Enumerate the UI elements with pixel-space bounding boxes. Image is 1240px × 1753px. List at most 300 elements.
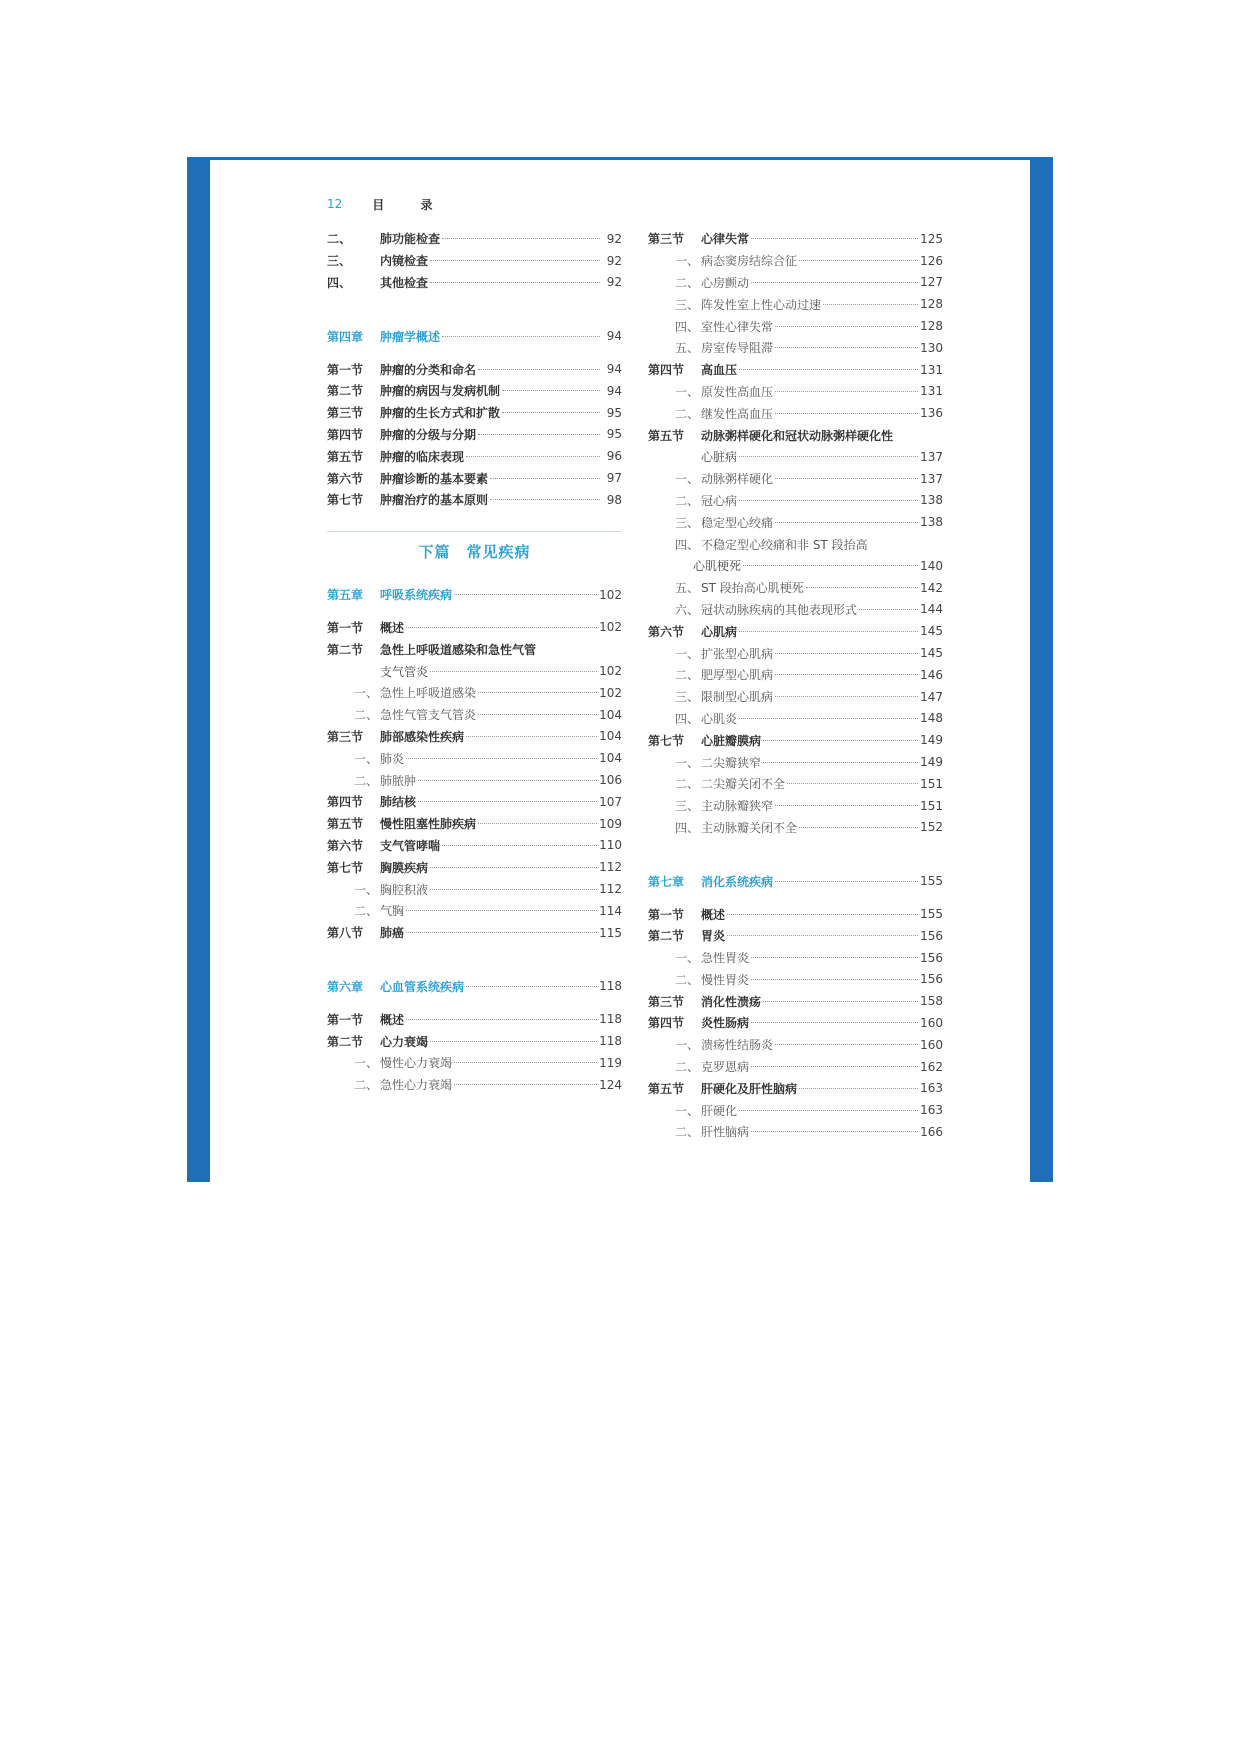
toc-entry[interactable] — [648, 773, 943, 795]
toc-entry[interactable] — [327, 272, 622, 294]
toc-entry-title: 概述 — [380, 620, 405, 635]
toc-entry-page: 128 — [920, 319, 943, 334]
toc-entry-title: 肿瘤治疗的基本原则 — [380, 493, 489, 508]
dot-leader — [418, 780, 597, 781]
toc-entry-label — [327, 470, 488, 487]
toc-entry-number: 二、 — [675, 1060, 700, 1075]
toc-entry-page: 149 — [920, 733, 943, 748]
toc-entry-number: 三、 — [675, 799, 700, 814]
toc-entry-title: 心脏瓣膜病 — [701, 733, 762, 748]
toc-entry-label — [675, 1123, 749, 1140]
toc-entry-label — [327, 491, 488, 508]
toc-entry[interactable] — [648, 969, 943, 991]
toc-entry[interactable] — [327, 1074, 622, 1096]
toc-entry-title: 肿瘤的分级与分期 — [380, 427, 477, 442]
toc-entry-page: 160 — [920, 1015, 943, 1030]
toc-chapter-entry[interactable] — [327, 584, 622, 606]
toc-entry-page: 163 — [920, 1081, 943, 1096]
toc-entry-label — [675, 252, 797, 269]
dot-leader — [739, 718, 918, 719]
toc-entry-page: 127 — [920, 275, 943, 290]
toc-entry-number: 二、 — [354, 773, 379, 788]
toc-entry[interactable] — [648, 1077, 943, 1099]
dot-leader — [406, 1019, 597, 1020]
toc-entry-number: 第二节 — [327, 1034, 364, 1049]
dot-leader — [751, 1131, 918, 1132]
toc-entry-page: 112 — [599, 882, 622, 897]
dot-leader — [478, 714, 597, 715]
toc-entry-page: 149 — [920, 755, 943, 770]
toc-entry-number: 第二节 — [327, 384, 364, 399]
toc-entry-title: 冠心病 — [701, 493, 738, 508]
spacer — [327, 997, 622, 1008]
toc-entry[interactable] — [648, 795, 943, 817]
toc-entry-label — [327, 361, 476, 378]
toc-entry-number: 第七章 — [648, 874, 685, 889]
toc-entry-label — [648, 873, 773, 890]
toc-entry-number: 第七节 — [327, 493, 364, 508]
toc-entry-label — [675, 492, 737, 509]
toc-entry-number: 二、 — [354, 708, 379, 723]
toc-entry[interactable] — [327, 467, 622, 489]
toc-entry-number: 第一节 — [327, 620, 364, 635]
toc-entry-title: 炎性肠病 — [701, 1016, 750, 1031]
toc-entry-label — [675, 971, 749, 988]
toc-entry[interactable] — [648, 947, 943, 969]
toc-entry-page: 156 — [920, 972, 943, 987]
toc-entry-title: 阵发性室上性心动过速 — [701, 297, 822, 312]
toc-entry-page: 118 — [599, 1034, 622, 1048]
toc-entry-label — [675, 688, 773, 705]
toc-entry-label — [327, 978, 464, 995]
toc-entry-label — [648, 927, 725, 944]
toc-entry-title: 急性上呼吸道感染和急性气管 — [380, 642, 537, 657]
dot-leader — [502, 390, 600, 391]
toc-entry-page: 96 — [606, 449, 622, 464]
toc-entry-page: 162 — [920, 1059, 943, 1074]
toc-entry-page: 152 — [920, 820, 943, 835]
toc-entry[interactable] — [648, 903, 943, 925]
toc-entry[interactable] — [648, 228, 943, 250]
toc-entry[interactable] — [648, 555, 943, 577]
dot-leader — [466, 456, 600, 457]
dot-leader — [739, 456, 918, 457]
toc-entry-page: 109 — [599, 816, 622, 831]
toc-entry-number: 二、 — [354, 904, 379, 919]
toc-entry[interactable] — [327, 1052, 622, 1074]
toc-entry-number: 第七节 — [648, 733, 685, 748]
toc-entry-page: 163 — [920, 1103, 943, 1118]
toc-entry[interactable] — [648, 577, 943, 599]
toc-entry-label — [675, 949, 749, 966]
toc-entry-number: 一、 — [354, 1056, 379, 1071]
spacer — [327, 347, 622, 358]
dot-leader — [466, 736, 597, 737]
toc-entry-number: 五、 — [675, 341, 700, 356]
toc-entry[interactable] — [648, 817, 943, 839]
toc-entry-number: 四、 — [675, 319, 700, 334]
dot-leader — [775, 413, 918, 414]
toc-entry[interactable] — [648, 315, 943, 337]
dot-leader — [490, 478, 600, 479]
toc-entry-label — [327, 404, 500, 421]
toc-entry-page: 137 — [920, 471, 943, 486]
toc-entry-page: 155 — [920, 874, 943, 889]
toc-entry-page: 104 — [599, 729, 622, 744]
dot-leader — [466, 986, 597, 987]
toc-entry-number: 二、 — [675, 406, 700, 421]
toc-entry[interactable] — [327, 250, 622, 272]
toc-entry-number: 第七节 — [327, 860, 364, 875]
toc-entry-page: 158 — [920, 994, 943, 1009]
toc-entry-label — [675, 318, 773, 335]
toc-entry[interactable] — [327, 726, 622, 748]
toc-entry-page: 138 — [920, 493, 943, 508]
dot-leader — [478, 369, 600, 370]
toc-entry[interactable] — [327, 424, 622, 446]
dot-leader — [751, 957, 918, 958]
toc-entry[interactable] — [327, 638, 622, 660]
toc-entry[interactable] — [648, 990, 943, 1012]
toc-entry-title: 心脏病 — [701, 450, 738, 465]
toc-entry-page: 92 — [606, 275, 622, 290]
toc-entry-title: 概述 — [701, 907, 726, 922]
toc-entry-label — [675, 579, 804, 596]
toc-entry-label — [648, 230, 749, 247]
toc-entry-number: 四、 — [675, 537, 700, 552]
toc-entry-title: 肿瘤的生长方式和扩散 — [380, 406, 501, 421]
toc-entry-number: 一、 — [675, 1038, 700, 1053]
toc-entry-label — [693, 557, 741, 574]
toc-entry-page: 151 — [920, 798, 943, 813]
toc-entry[interactable] — [327, 617, 622, 639]
spacer — [327, 606, 622, 617]
toc-entry-page: 148 — [920, 711, 943, 726]
toc-entry[interactable] — [327, 402, 622, 424]
toc-entry[interactable] — [648, 708, 943, 730]
toc-entry-label — [327, 728, 464, 745]
toc-entry[interactable] — [648, 1099, 943, 1121]
toc-entry-label — [327, 924, 404, 941]
toc-entry[interactable] — [327, 835, 622, 857]
dot-leader — [727, 935, 918, 936]
dot-leader — [406, 910, 597, 911]
toc-entry[interactable] — [327, 358, 622, 380]
toc-entry-number: 一、 — [354, 686, 379, 701]
toc-entry-page: 102 — [599, 620, 622, 635]
toc-entry[interactable] — [648, 468, 943, 490]
dot-leader — [406, 627, 597, 628]
toc-entry-title: 胃炎 — [701, 929, 726, 944]
toc-entry-number: 第四节 — [327, 795, 364, 810]
toc-entry-page: 95 — [606, 427, 622, 442]
toc-entry[interactable] — [648, 1121, 943, 1143]
toc-entry-page: 125 — [920, 231, 943, 246]
toc-entry-title: 心血管系统疾病 — [380, 979, 465, 994]
toc-entry[interactable] — [327, 878, 622, 900]
toc-entry-number: 第一节 — [327, 1012, 364, 1027]
toc-entry-label — [327, 586, 452, 603]
toc-entry-number: 一、 — [675, 646, 700, 661]
dot-leader — [763, 762, 918, 763]
toc-entry-title: 心肌梗死 — [693, 559, 742, 574]
toc-entry-title: 呼吸系统疾病 — [380, 588, 453, 603]
toc-entry-page: 146 — [920, 667, 943, 682]
toc-entry-title: 继发性高血压 — [701, 406, 774, 421]
toc-entry-label — [675, 775, 785, 792]
toc-entry-label — [327, 252, 428, 269]
toc-entry-label — [354, 772, 416, 789]
toc-entry-title: 肺功能检查 — [380, 232, 441, 247]
toc-entry[interactable] — [648, 925, 943, 947]
toc-chapter-entry[interactable] — [648, 870, 943, 892]
toc-entry-page: 107 — [599, 794, 622, 809]
toc-entry-number: 第四节 — [648, 1016, 685, 1031]
dot-leader — [430, 671, 597, 672]
toc-entry-label — [648, 427, 893, 444]
toc-entry[interactable] — [327, 813, 622, 835]
toc-entry-label — [327, 619, 404, 636]
toc-entry-title: 肥厚型心肌病 — [701, 668, 774, 683]
toc-entry-label — [327, 328, 440, 345]
toc-entry-number: 一、 — [675, 1103, 700, 1118]
toc-entry-page: 94 — [606, 362, 622, 377]
toc-entry-label — [354, 1076, 452, 1093]
toc-entry-number: 一、 — [675, 384, 700, 399]
toc-entry-number: 第一节 — [648, 907, 685, 922]
toc-entry[interactable] — [327, 445, 622, 467]
toc-entry[interactable] — [648, 1034, 943, 1056]
dot-leader — [430, 1041, 597, 1042]
toc-entry-page: 136 — [920, 406, 943, 421]
toc-entry-label — [675, 1102, 737, 1119]
toc-chapter-entry[interactable] — [327, 325, 622, 347]
toc-entry-page: 102 — [599, 685, 622, 700]
toc-entry-number: 二、 — [327, 232, 352, 247]
toc-entry-title: 二尖瓣关闭不全 — [701, 777, 786, 792]
dot-leader — [751, 1066, 918, 1067]
toc-entry-number: 一、 — [354, 882, 379, 897]
toc-entry-title: 肺癌 — [380, 926, 405, 941]
toc-entry-title: 冠状动脉疾病的其他表现形式 — [701, 602, 858, 617]
toc-entry-title: 肝硬化及肝性脑病 — [701, 1081, 798, 1096]
toc-entry-label — [648, 906, 725, 923]
page-title: 目 录 — [372, 197, 449, 212]
toc-entry[interactable] — [648, 599, 943, 621]
toc-entry-number: 第三节 — [327, 406, 364, 421]
toc-entry-page: 128 — [920, 297, 943, 312]
dot-leader — [442, 238, 600, 239]
toc-entry-page: 118 — [599, 1012, 622, 1027]
toc-entry-page: 155 — [920, 907, 943, 921]
toc-entry-label — [675, 1036, 773, 1053]
toc-entry-title: 其他检查 — [380, 275, 429, 290]
toc-entry-page: 131 — [920, 384, 943, 399]
dot-leader — [739, 1110, 918, 1111]
toc-entry-label — [675, 470, 773, 487]
dot-leader — [739, 369, 918, 370]
toc-entry[interactable] — [327, 747, 622, 769]
toc-entry[interactable] — [648, 359, 943, 381]
toc-entry[interactable] — [327, 704, 622, 726]
toc-entry-number: 三、 — [675, 690, 700, 705]
dot-leader — [454, 1084, 597, 1085]
dot-leader — [430, 867, 597, 868]
toc-entry-title: 房室传导阻滞 — [701, 341, 774, 356]
dot-leader — [727, 914, 918, 915]
toc-entry-page: 140 — [920, 558, 943, 573]
toc-entry-title: 肝性脑病 — [701, 1125, 750, 1140]
toc-entry[interactable] — [648, 490, 943, 512]
toc-entry[interactable] — [648, 381, 943, 403]
toc-entry-number: 第一节 — [327, 362, 364, 377]
dot-leader — [490, 499, 600, 500]
toc-entry[interactable] — [648, 620, 943, 642]
toc-entry-label — [354, 881, 428, 898]
dot-leader — [775, 1044, 918, 1045]
toc-entry-number: 第五节 — [327, 449, 364, 464]
toc-entry-title: 急性胃炎 — [701, 951, 750, 966]
toc-entry-label — [327, 1033, 428, 1050]
toc-chapter-entry[interactable] — [327, 976, 622, 998]
dot-leader — [763, 1001, 918, 1002]
toc-entry-page: 142 — [920, 580, 943, 595]
toc-entry-label — [648, 1080, 797, 1097]
toc-entry-label — [327, 274, 428, 291]
toc-entry-page: 166 — [920, 1124, 943, 1139]
toc-entry-number: 二、 — [675, 493, 700, 508]
toc-entry-page: 92 — [606, 253, 622, 268]
toc-entry-number: 一、 — [675, 755, 700, 770]
toc-entry[interactable] — [648, 446, 943, 468]
toc-entry-title: 病态窦房结综合征 — [701, 254, 798, 269]
toc-entry-label — [648, 993, 761, 1010]
toc-entry-number: 第五节 — [327, 817, 364, 832]
toc-entry-title: 肝硬化 — [701, 1103, 738, 1118]
toc-entry-page: 151 — [920, 776, 943, 791]
toc-entry-page: 110 — [599, 838, 622, 853]
toc-entry-number: 第五章 — [327, 588, 364, 603]
dot-leader — [799, 260, 918, 261]
toc-entry[interactable] — [327, 1030, 622, 1052]
dot-leader — [743, 565, 918, 566]
toc-entry-number: 第四节 — [648, 363, 685, 378]
toc-entry[interactable] — [648, 250, 943, 272]
dot-leader — [454, 594, 597, 595]
toc-entry[interactable] — [648, 424, 943, 446]
toc-entry[interactable] — [327, 489, 622, 511]
toc-entry[interactable] — [648, 729, 943, 751]
dot-leader — [775, 478, 918, 479]
toc-entry[interactable] — [327, 791, 622, 813]
toc-entry-label — [675, 383, 773, 400]
dot-leader — [739, 500, 918, 501]
toc-entry[interactable] — [648, 511, 943, 533]
toc-entry[interactable] — [327, 769, 622, 791]
toc-entry[interactable] — [648, 272, 943, 294]
toc-entry-title: 动脉粥样硬化和冠状动脉粥样硬化性 — [701, 428, 894, 443]
dot-leader — [799, 1088, 918, 1089]
toc-entry-title: 心律失常 — [701, 232, 750, 247]
toc-entry-label — [327, 230, 440, 247]
toc-entry[interactable] — [648, 664, 943, 686]
dot-leader — [775, 674, 918, 675]
toc-entry-number: 三、 — [675, 515, 700, 530]
toc-entry-title: 不稳定型心绞痛和非 ST 段抬高 — [701, 537, 868, 552]
toc-entry-title: 主动脉瓣关闭不全 — [701, 820, 798, 835]
toc-entry-title: 慢性胃炎 — [701, 972, 750, 987]
toc-entry[interactable] — [327, 922, 622, 944]
dot-leader — [763, 740, 918, 741]
toc-entry-title: 胸膜疾病 — [380, 860, 429, 875]
toc-entry-number: 二、 — [675, 972, 700, 987]
toc-entry[interactable] — [327, 660, 622, 682]
toc-entry-page: 95 — [606, 405, 622, 420]
toc-entry-label — [327, 815, 476, 832]
toc-entry-title: 扩张型心肌病 — [701, 646, 774, 661]
part-title-text: 常见疾病 — [466, 543, 531, 562]
toc-entry[interactable] — [327, 900, 622, 922]
toc-entry-title: 肿瘤诊断的基本要素 — [380, 471, 489, 486]
toc-entry[interactable] — [648, 686, 943, 708]
toc-entry[interactable] — [648, 642, 943, 664]
toc-entry[interactable] — [648, 1012, 943, 1034]
toc-entry[interactable] — [648, 1056, 943, 1078]
toc-entry[interactable] — [648, 402, 943, 424]
toc-entry-number: 第二节 — [648, 929, 685, 944]
toc-entry-label — [380, 663, 428, 680]
toc-entry[interactable] — [327, 1008, 622, 1030]
dot-leader — [406, 932, 597, 933]
toc-entry[interactable] — [327, 228, 622, 250]
toc-entry-number: 第五节 — [648, 1081, 685, 1096]
toc-entry-number: 一、 — [675, 254, 700, 269]
dot-leader — [806, 587, 918, 588]
toc-entry-page: 97 — [606, 471, 622, 486]
toc-entry[interactable] — [648, 533, 943, 555]
toc-entry[interactable] — [327, 682, 622, 704]
toc-entry-label — [327, 793, 416, 810]
toc-entry-page: 144 — [920, 602, 943, 617]
dot-leader — [751, 238, 918, 239]
toc-entry[interactable] — [648, 337, 943, 359]
toc-entry-label — [354, 750, 404, 767]
toc-entry-title: 限制型心肌病 — [701, 690, 774, 705]
toc-entry[interactable] — [327, 380, 622, 402]
toc-entry-title: 心肌炎 — [701, 711, 738, 726]
toc-entry-number: 第五节 — [648, 428, 685, 443]
toc-entry[interactable] — [648, 751, 943, 773]
toc-entry-title: 肿瘤的分类和命名 — [380, 362, 477, 377]
toc-entry-page: 130 — [920, 340, 943, 355]
toc-entry-label — [327, 1011, 404, 1028]
toc-entry-number: 第四章 — [327, 329, 364, 344]
dot-leader — [478, 434, 600, 435]
toc-entry-title: 慢性阻塞性肺疾病 — [380, 817, 477, 832]
toc-entry[interactable] — [327, 856, 622, 878]
toc-entry-page: 160 — [920, 1037, 943, 1052]
toc-entry-title: 支气管哮喘 — [380, 838, 441, 853]
toc-entry-number: 二、 — [675, 668, 700, 683]
toc-entry-title: 内镜检查 — [380, 254, 429, 269]
toc-entry-title: 心房颤动 — [701, 275, 750, 290]
toc-entry-title: 急性心力衰竭 — [380, 1078, 453, 1093]
toc-entry[interactable] — [648, 293, 943, 315]
toc-column-left — [327, 228, 622, 1096]
toc-entry-page: 104 — [599, 751, 622, 766]
toc-entry-number: 一、 — [354, 751, 379, 766]
toc-entry-page: 147 — [920, 689, 943, 704]
